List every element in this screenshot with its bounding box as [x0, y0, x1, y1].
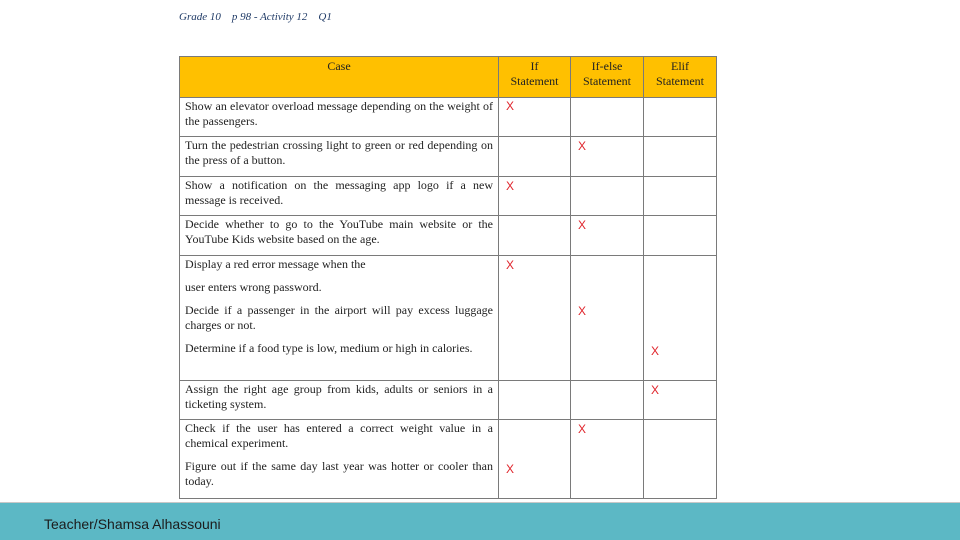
x-mark: X [506, 462, 515, 476]
ifelse-cell [571, 256, 644, 381]
table-header-row [180, 57, 717, 98]
case-text: Display a red error message when the [185, 257, 366, 271]
table-row-group [180, 256, 717, 381]
x-mark: X [651, 344, 660, 358]
x-mark: X [578, 304, 587, 318]
teacher-credit: Teacher/Shamsa Alhassouni [44, 516, 221, 532]
if-cell [499, 256, 571, 381]
if-cell [499, 216, 571, 256]
header-elif [644, 57, 717, 98]
case-cell [180, 381, 499, 420]
x-mark: X [506, 179, 515, 193]
case-text: Decide whether to go to the YouTube main website or the YouTube Kids website based on the age. [185, 217, 493, 246]
if-cell [499, 381, 571, 420]
case-cell [180, 216, 499, 256]
x-mark: X [651, 383, 660, 397]
table-row [180, 177, 717, 216]
elif-cell [644, 216, 717, 256]
case-cell-group [180, 256, 499, 381]
table-row [180, 381, 717, 420]
header-ifelse-line2: Statement [583, 74, 631, 88]
table-row [180, 137, 717, 177]
if-cell [499, 137, 571, 177]
case-cell [180, 137, 499, 177]
case-cell [180, 177, 499, 216]
elif-cell [644, 381, 717, 420]
case-text: Decide if a passenger in the airport will pay excess luggage charges or not. [185, 303, 493, 332]
table-row-group [180, 420, 717, 499]
x-mark: X [578, 218, 587, 232]
header-if-line1: If [530, 59, 539, 73]
x-mark: X [578, 422, 587, 436]
case-cell-group [180, 420, 499, 499]
case-cell [180, 98, 499, 137]
header-ifelse [571, 57, 644, 98]
case-text: Assign the right age group from kids, adults or seniors in a ticketing system. [185, 382, 493, 411]
ifelse-cell [571, 137, 644, 177]
header-elif-line2: Statement [656, 74, 704, 88]
header-elif-line1: Elif [671, 59, 689, 73]
case-text-continued: user enters wrong password. [185, 280, 322, 294]
footer-bar [0, 502, 960, 540]
case-text: Determine if a food type is low, medium or high in calories. [185, 341, 473, 355]
elif-cell [644, 177, 717, 216]
ifelse-cell [571, 98, 644, 137]
activity-table [179, 56, 717, 499]
header-case: Case [180, 57, 499, 98]
elif-cell [644, 256, 717, 381]
if-cell [499, 420, 571, 499]
elif-cell [644, 137, 717, 177]
x-mark: X [578, 139, 587, 153]
if-cell [499, 177, 571, 216]
elif-cell [644, 420, 717, 499]
case-text: Check if the user has entered a correct weight value in a chemical experiment. [185, 421, 493, 450]
case-text: Show an elevator overload message depending on the weight of the passengers. [185, 99, 493, 128]
ifelse-cell [571, 420, 644, 499]
case-text: Figure out if the same day last year was hotter or cooler than today. [185, 459, 493, 488]
if-cell [499, 98, 571, 137]
footer-divider [0, 502, 960, 503]
header-ifelse-line1: If-else [591, 59, 623, 73]
case-text: Show a notification on the messaging app logo if a new message is received. [185, 178, 493, 207]
case-text: Turn the pedestrian crossing light to green or red depending on the press of a button. [185, 138, 493, 167]
header-if-line2: Statement [510, 74, 559, 88]
elif-cell [644, 98, 717, 137]
ifelse-cell [571, 216, 644, 256]
x-mark: X [506, 99, 515, 113]
table-row [180, 216, 717, 256]
header-if [499, 57, 571, 98]
ifelse-cell [571, 381, 644, 420]
ifelse-cell [571, 177, 644, 216]
table-row [180, 98, 717, 137]
activity-heading: Grade 10 p 98 - Activity 12 Q1 [179, 11, 332, 23]
x-mark: X [506, 258, 515, 272]
